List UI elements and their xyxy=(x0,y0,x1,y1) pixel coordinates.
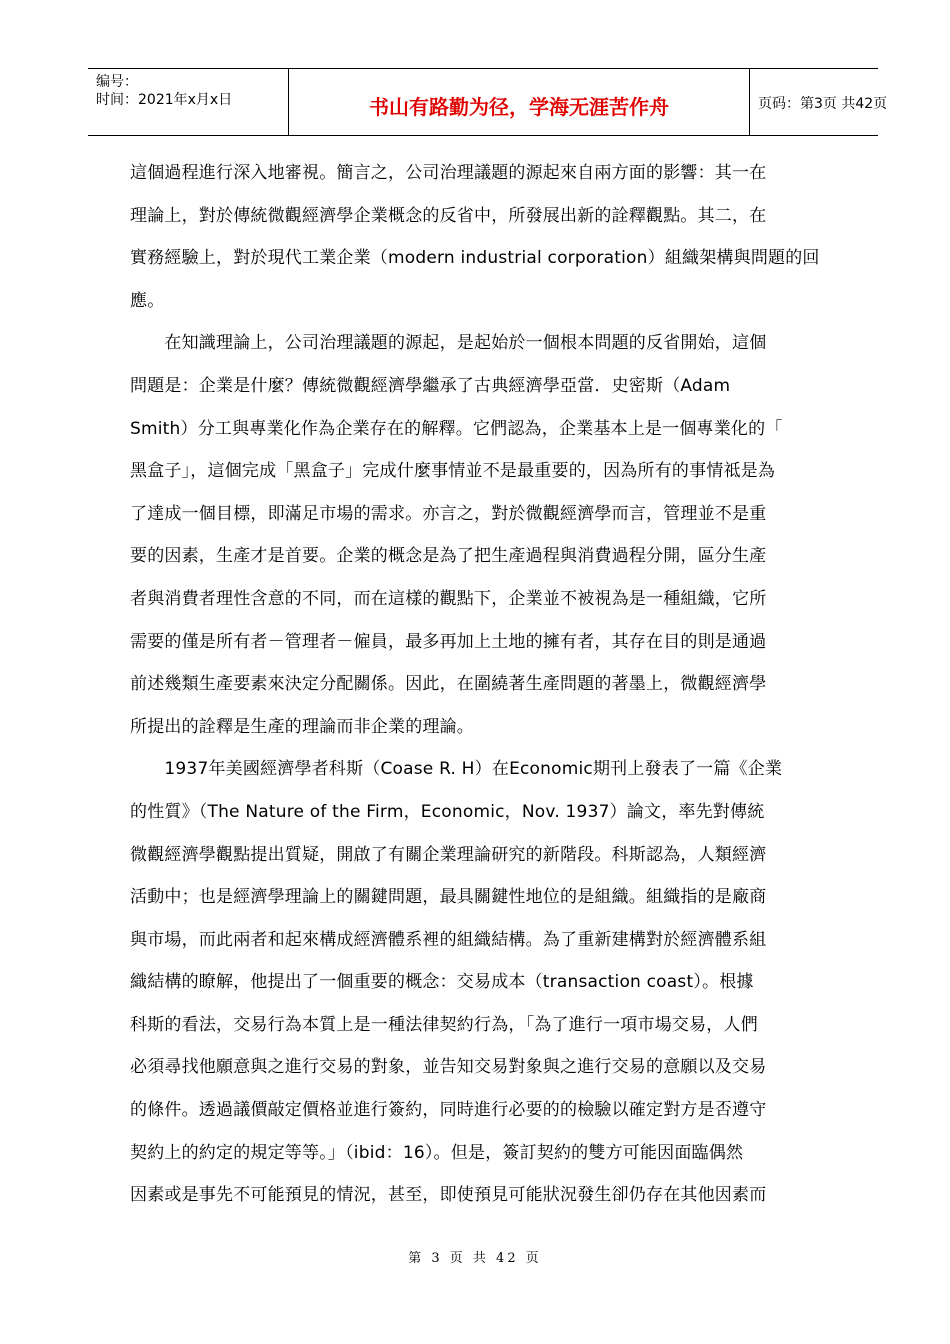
document-body xyxy=(130,152,842,1217)
document-time-label: 时间：2021年x月x日 xyxy=(96,92,233,108)
body-line: 與市場，而此兩者和起來構成經濟體系裡的組織結構。為了重新建構對於經濟體系組 xyxy=(130,929,767,950)
body-line: 必須尋找他願意與之進行交易的對象，並告知交易對象與之進行交易的意願以及交易 xyxy=(130,1057,767,1078)
body-line: 黑盒子」，這個完成「黑盒子」完成什麼事情並不是最重要的，因為所有的事情祗是為 xyxy=(130,461,776,482)
body-line: 了達成一個目標，即滿足市場的需求。亦言之，對於微觀經濟學而言，管理並不是重 xyxy=(130,503,767,524)
header-motto: 书山有路勤为径，学海无涯苦作舟 xyxy=(369,95,669,119)
body-line: 需要的僅是所有者－管理者－僱員，最多再加上土地的擁有者，其存在目的則是通過 xyxy=(130,631,767,652)
body-line: 在知識理論上，公司治理議題的源起，是起始於一個根本問題的反省開始，這個 xyxy=(130,333,767,354)
header-motto-cell xyxy=(288,69,750,135)
body-line: 要的因素，生產才是首要。企業的概念是為了把生產過程與消費過程分開，區分生產 xyxy=(130,546,767,567)
body-line: Smith）分工與專業化作為企業存在的解釋。它們認為，企業基本上是一個專業化的「 xyxy=(130,418,783,439)
document-number-label: 编号： xyxy=(96,74,138,90)
header-page-label: 页码：第3页 共42页 xyxy=(758,96,888,112)
body-line: 問題是：企業是什麼？傳統微觀經濟學繼承了古典經濟學亞當．史密斯（Adam xyxy=(130,375,731,396)
body-line: 實務經驗上，對於現代工業企業（modern industrial corporation）組織架構與問題的回 xyxy=(130,248,820,269)
body-line: 理論上，對於傳統微觀經濟學企業概念的反省中，所發展出新的詮釋觀點。其二，在 xyxy=(130,205,767,226)
body-line: 微觀經濟學觀點提出質疑，開啟了有關企業理論研究的新階段。科斯認為，人類經濟 xyxy=(130,844,767,865)
header-page-cell xyxy=(750,69,888,135)
body-line: 活動中；也是經濟學理論上的關鍵問題，最具關鍵性地位的是組織。組織指的是廠商 xyxy=(130,887,767,908)
body-line: 1937年美國經濟學者科斯（Coase R. H）在Economic期刊上發表了一篇《企業 xyxy=(130,759,783,780)
body-line: 這個過程進行深入地審視。簡言之，公司治理議題的源起來自兩方面的影響：其一在 xyxy=(130,163,767,183)
page-header xyxy=(88,68,888,136)
body-line: 者與消費者理性含意的不同，而在這樣的觀點下，企業並不被視為是一種組織，它所 xyxy=(130,588,767,609)
header-meta-cell xyxy=(88,69,288,135)
body-line: 科斯的看法，交易行為本質上是一種法律契約行為，「為了進行一項市場交易，人們 xyxy=(130,1014,758,1035)
body-line: 前述幾類生產要素來決定分配關係。因此，在圍繞著生產問題的著墨上，微觀經濟學 xyxy=(130,674,767,695)
body-line: 應。 xyxy=(130,290,165,311)
body-line: 的性質》（The Nature of the Firm，Economic，Nov. 1937）論文，率先對傳統 xyxy=(130,801,765,822)
body-line: 的條件。透過議價敲定價格並進行簽約，同時進行必要的的檢驗以確定對方是否遵守 xyxy=(130,1100,767,1121)
page-footer-number: 第 3 页 共 42 页 xyxy=(408,1251,542,1266)
body-line: 織結構的瞭解，他提出了一個重要的概念：交易成本（transaction coast）。根據 xyxy=(130,972,754,993)
body-line: 契約上的約定的規定等等。」（ibid：16）。但是，簽訂契約的雙方可能因面臨偶然 xyxy=(130,1142,744,1163)
body-line: 因素或是事先不可能預見的情況，甚至，即使預見可能狀況發生卻仍存在其他因素而 xyxy=(130,1185,767,1206)
body-line: 所提出的詮釋是生產的理論而非企業的理論。 xyxy=(130,716,474,737)
